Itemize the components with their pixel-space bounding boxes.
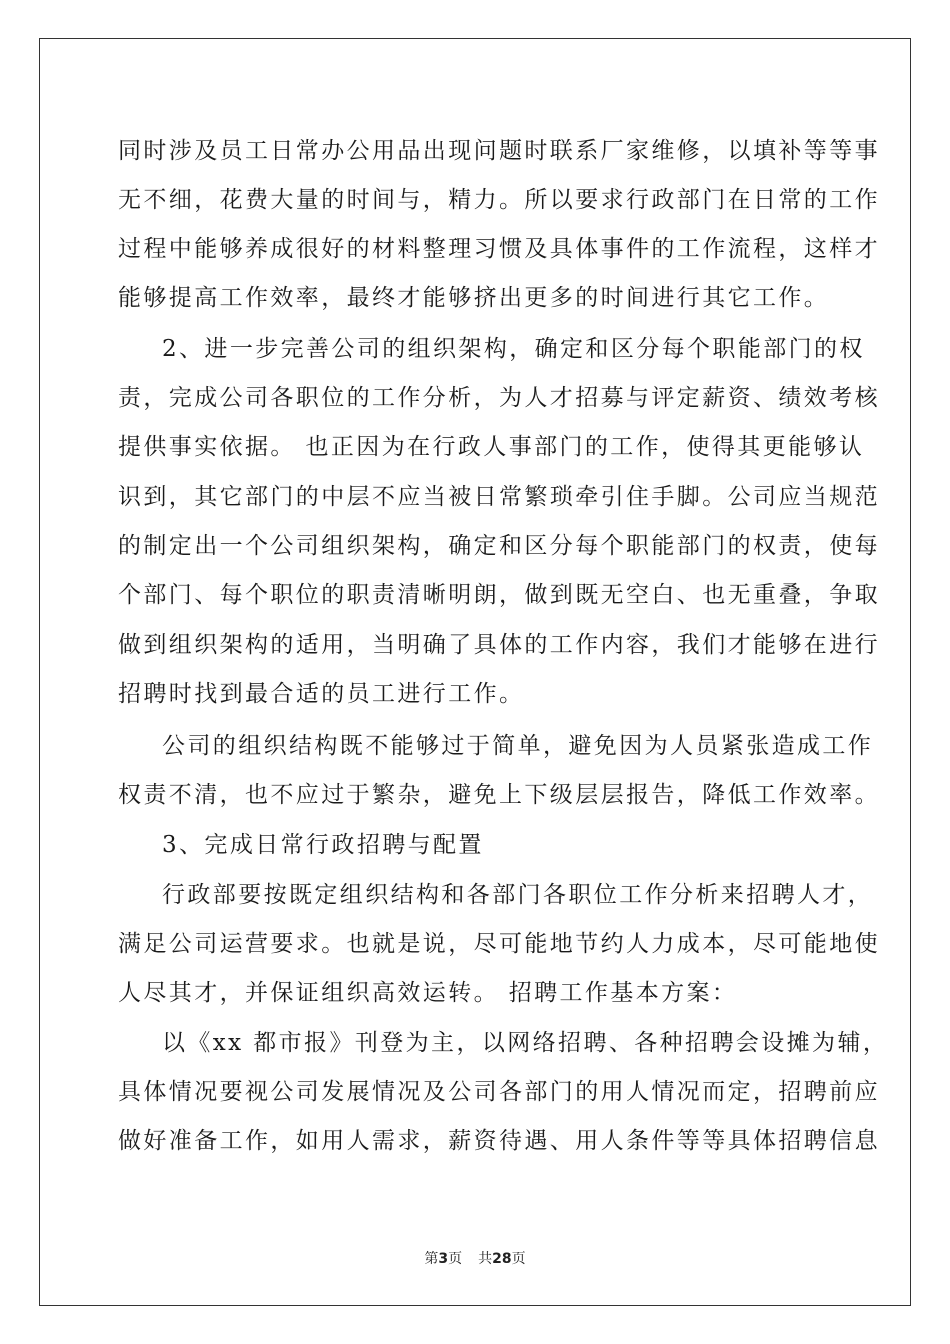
text-line: 个部门、每个职位的职责清晰明朗，做到既无空白、也无重叠，争取 (118, 582, 880, 608)
text-line: 识到，其它部门的中层不应当被日常繁琐牵引住手脚。公司应当规范 (118, 484, 880, 510)
text-line: 过程中能够养成很好的材料整理习惯及具体事件的工作流程，这样才 (118, 236, 880, 262)
page-suffix: 页 (448, 1251, 463, 1267)
page-prefix: 第 (424, 1251, 439, 1267)
total-page-count: 28 (492, 1251, 512, 1267)
text-line: 具体情况要视公司发展情况及公司各部门的用人情况而定，招聘前应 (118, 1079, 880, 1105)
total-prefix: 共 (478, 1251, 493, 1267)
page-footer (0, 1248, 950, 1268)
text-line: 公司的组织结构既不能够过于简单，避免因为人员紧张造成工作 (162, 733, 874, 759)
total-suffix: 页 (511, 1251, 526, 1267)
page-border (39, 38, 911, 1306)
text-line: 的制定出一个公司组织架构，确定和区分每个职能部门的权责，使每 (118, 533, 880, 559)
text-line: 满足公司运营要求。也就是说，尽可能地节约人力成本，尽可能地使 (118, 931, 880, 957)
text-line: 行政部要按既定组织结构和各部门各职位工作分析来招聘人才， (162, 882, 874, 908)
text-line: 权责不清，也不应过于繁杂，避免上下级层层报告，降低工作效率。 (118, 782, 880, 808)
text-line: 责，完成公司各职位的工作分析，为人才招募与评定薪资、绩效考核 (118, 385, 880, 411)
text-line: 做好准备工作，如用人需求，薪资待遇、用人条件等等具体招聘信息 (118, 1128, 880, 1154)
text-line: 能够提高工作效率，最终才能够挤出更多的时间进行其它工作。 (118, 285, 830, 311)
text-line: 无不细，花费大量的时间与，精力。所以要求行政部门在日常的工作 (118, 187, 880, 213)
text-line: 招聘时找到最合适的员工进行工作。 (118, 681, 525, 707)
text-line: 3、完成日常行政招聘与配置 (162, 832, 484, 858)
text-line: 做到组织架构的适用，当明确了具体的工作内容，我们才能够在进行 (118, 632, 880, 658)
text-line: 2、进一步完善公司的组织架构，确定和区分每个职能部门的权 (162, 336, 865, 362)
current-page-number: 3 (438, 1251, 449, 1267)
text-line: 人尽其才，并保证组织高效运转。 招聘工作基本方案： (118, 980, 738, 1006)
text-line: 以《xx 都市报》刊登为主，以网络招聘、各种招聘会设摊为辅， (162, 1030, 889, 1056)
text-line: 同时涉及员工日常办公用品出现问题时联系厂家维修，以填补等等事 (118, 138, 880, 164)
text-line: 提供事实依据。 也正因为在行政人事部门的工作，使得其更能够认 (118, 434, 865, 460)
